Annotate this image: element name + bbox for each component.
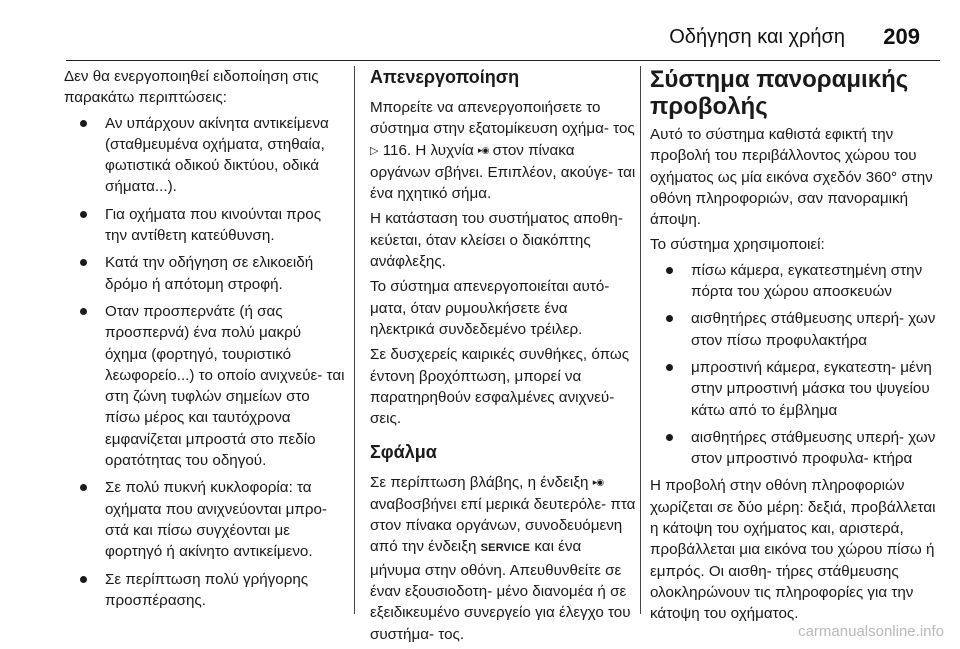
page-header [66,10,940,61]
triangle-right-icon: ▷ [370,144,379,157]
column-divider [640,66,641,614]
paragraph: Το σύστημα χρησιμοποιεί: [650,236,825,254]
blind-spot-warning-icon: ▸◉ [478,144,489,155]
section-heading-deactivation: Απενεργοποίηση [370,67,520,87]
section-heading-panoramic: Σύστημα πανοραμικής προβολής [650,66,909,120]
conditions-list [64,113,346,612]
paragraph: Μπορείτε να απενεργοποιήσετε το σύστημα στην εξατομίκευση οχήμα- τος ▷ 116. Η λυχνία ▸◉ στον πίνακα οργάνων σβήνει. Επιπλέον, ακούγε- ται ένα ηχητικό σήμα. [370,99,636,203]
service-indicator: SERVICE [480,542,531,555]
column-right [650,66,944,629]
section-heading-fault: Σφάλμα [370,442,437,463]
components-list [650,260,944,470]
watermark: carmanualsonline.info [798,623,944,640]
list-item: Για οχήματα που κινούνται προς την αντίθετη κατεύθυνση. [64,204,346,247]
page-number: 209 [883,24,920,49]
list-item: Αν υπάρχουν ακίνητα αντικείμενα (σταθμευμένα οχήματα, στηθαία, φωτιστικά οδικού δικτύου, οδικά σήματα...). [64,113,346,198]
paragraph: Σε περίπτωση βλάβης, η ένδειξη ▸◉ αναβοσβήνει επί μερικά δευτερόλε- πτα στον πίνακα οργάνων, συνοδευόμενη από την ένδειξη SERVICE και ένα μήνυμα στην οθόνη. Απευθυνθείτε σε έναν εξουσιοδοτη- μένο διανομέα ή σε εξειδικευμένο συνεργείο για έλεγχο του συστήμα- τος. [370,474,636,643]
paragraph: Το σύστημα απενεργοποιείται αυτό- ματα, όταν ρυμουλκήσετε ένα ηλεκτρικά συνδεδεμένο τρέιλερ. [370,278,610,338]
page-reference[interactable]: 116 [382,141,407,159]
blind-spot-warning-icon: ▸◉ [592,477,604,488]
column-left [64,66,346,617]
page-title: Οδήγηση και χρήση [669,26,845,48]
paragraph: Η προβολή στην οθόνη πληροφοριών χωρίζεται σε δύο μέρη: δεξιά, προβάλλεται η κάτοψη του οχήματος και, αριστερά, προβάλλεται μια εικόνα του χώρου πίσω ή εμπρός. Οι αισθη- τήρες στάθμευσης ολοκληρώνουν τις πληροφορίες για την κάτοψη του οχήματος. [650,477,936,623]
list-item: αισθητήρες στάθμευσης υπερή- χων στον μπροστινό προφυλα- κτήρα [650,427,944,470]
paragraph: Αυτό το σύστημα καθιστά εφικτή την προβολή του περιβάλλοντος χώρου του οχήματος ως μία εικόνα σχεδόν 360° στην οθόνη πληροφοριών, σαν πανοραμική άποψη. [650,126,933,229]
list-item: Οταν προσπερνάτε (ή σας προσπερνά) ένα πολύ μακρύ όχημα (φορτηγό, τουριστικό λεωφορείο...) το οποίο ανιχνεύε- ται στη ζώνη τυφλών σημείων στο πίσω μέρος και ταυτόχρονα εμφανίζεται μπροστά στο πεδίο ορατότητας του οδηγού. [64,301,346,471]
list-item: Σε περίπτωση πολύ γρήγορης προσπέρασης. [64,569,346,612]
paragraph: Η κατάσταση του συστήματος αποθη- κεύεται, όταν κλείσει ο διακόπτης ανάφλεξης. [370,210,623,271]
list-item: Κατά την οδήγηση σε ελικοειδή δρόμο ή απότομη στροφή. [64,252,346,295]
list-item: αισθητήρες στάθμευσης υπερή- χων στον πίσω προφυλακτήρα [650,308,944,351]
list-item: πίσω κάμερα, εγκατεστημένη στην πόρτα του χώρου αποσκευών [650,260,944,303]
column-divider [354,66,355,614]
list-item: Σε πολύ πυκνή κυκλοφορία: τα οχήματα που ανιχνεύονται μπρο- στά και πίσω συγχέονται με φορτηγό ή ακίνητο αντικείμενο. [64,477,346,562]
intro-text: Δεν θα ενεργοποιηθεί ειδοποίηση στις παρακάτω περιπτώσεις: [64,68,319,107]
list-item: μπροστινή κάμερα, εγκατεστη- μένη στην μπροστινή μάσκα του ψυγείου κάτω από το έμβλημα [650,357,944,421]
column-middle [370,66,636,649]
paragraph: Σε δυσχερείς καιρικές συνθήκες, όπως έντονη βροχόπτωση, μπορεί να παρατηρηθούν εσφαλμένες ανιχνεύ- σεις. [370,346,630,428]
